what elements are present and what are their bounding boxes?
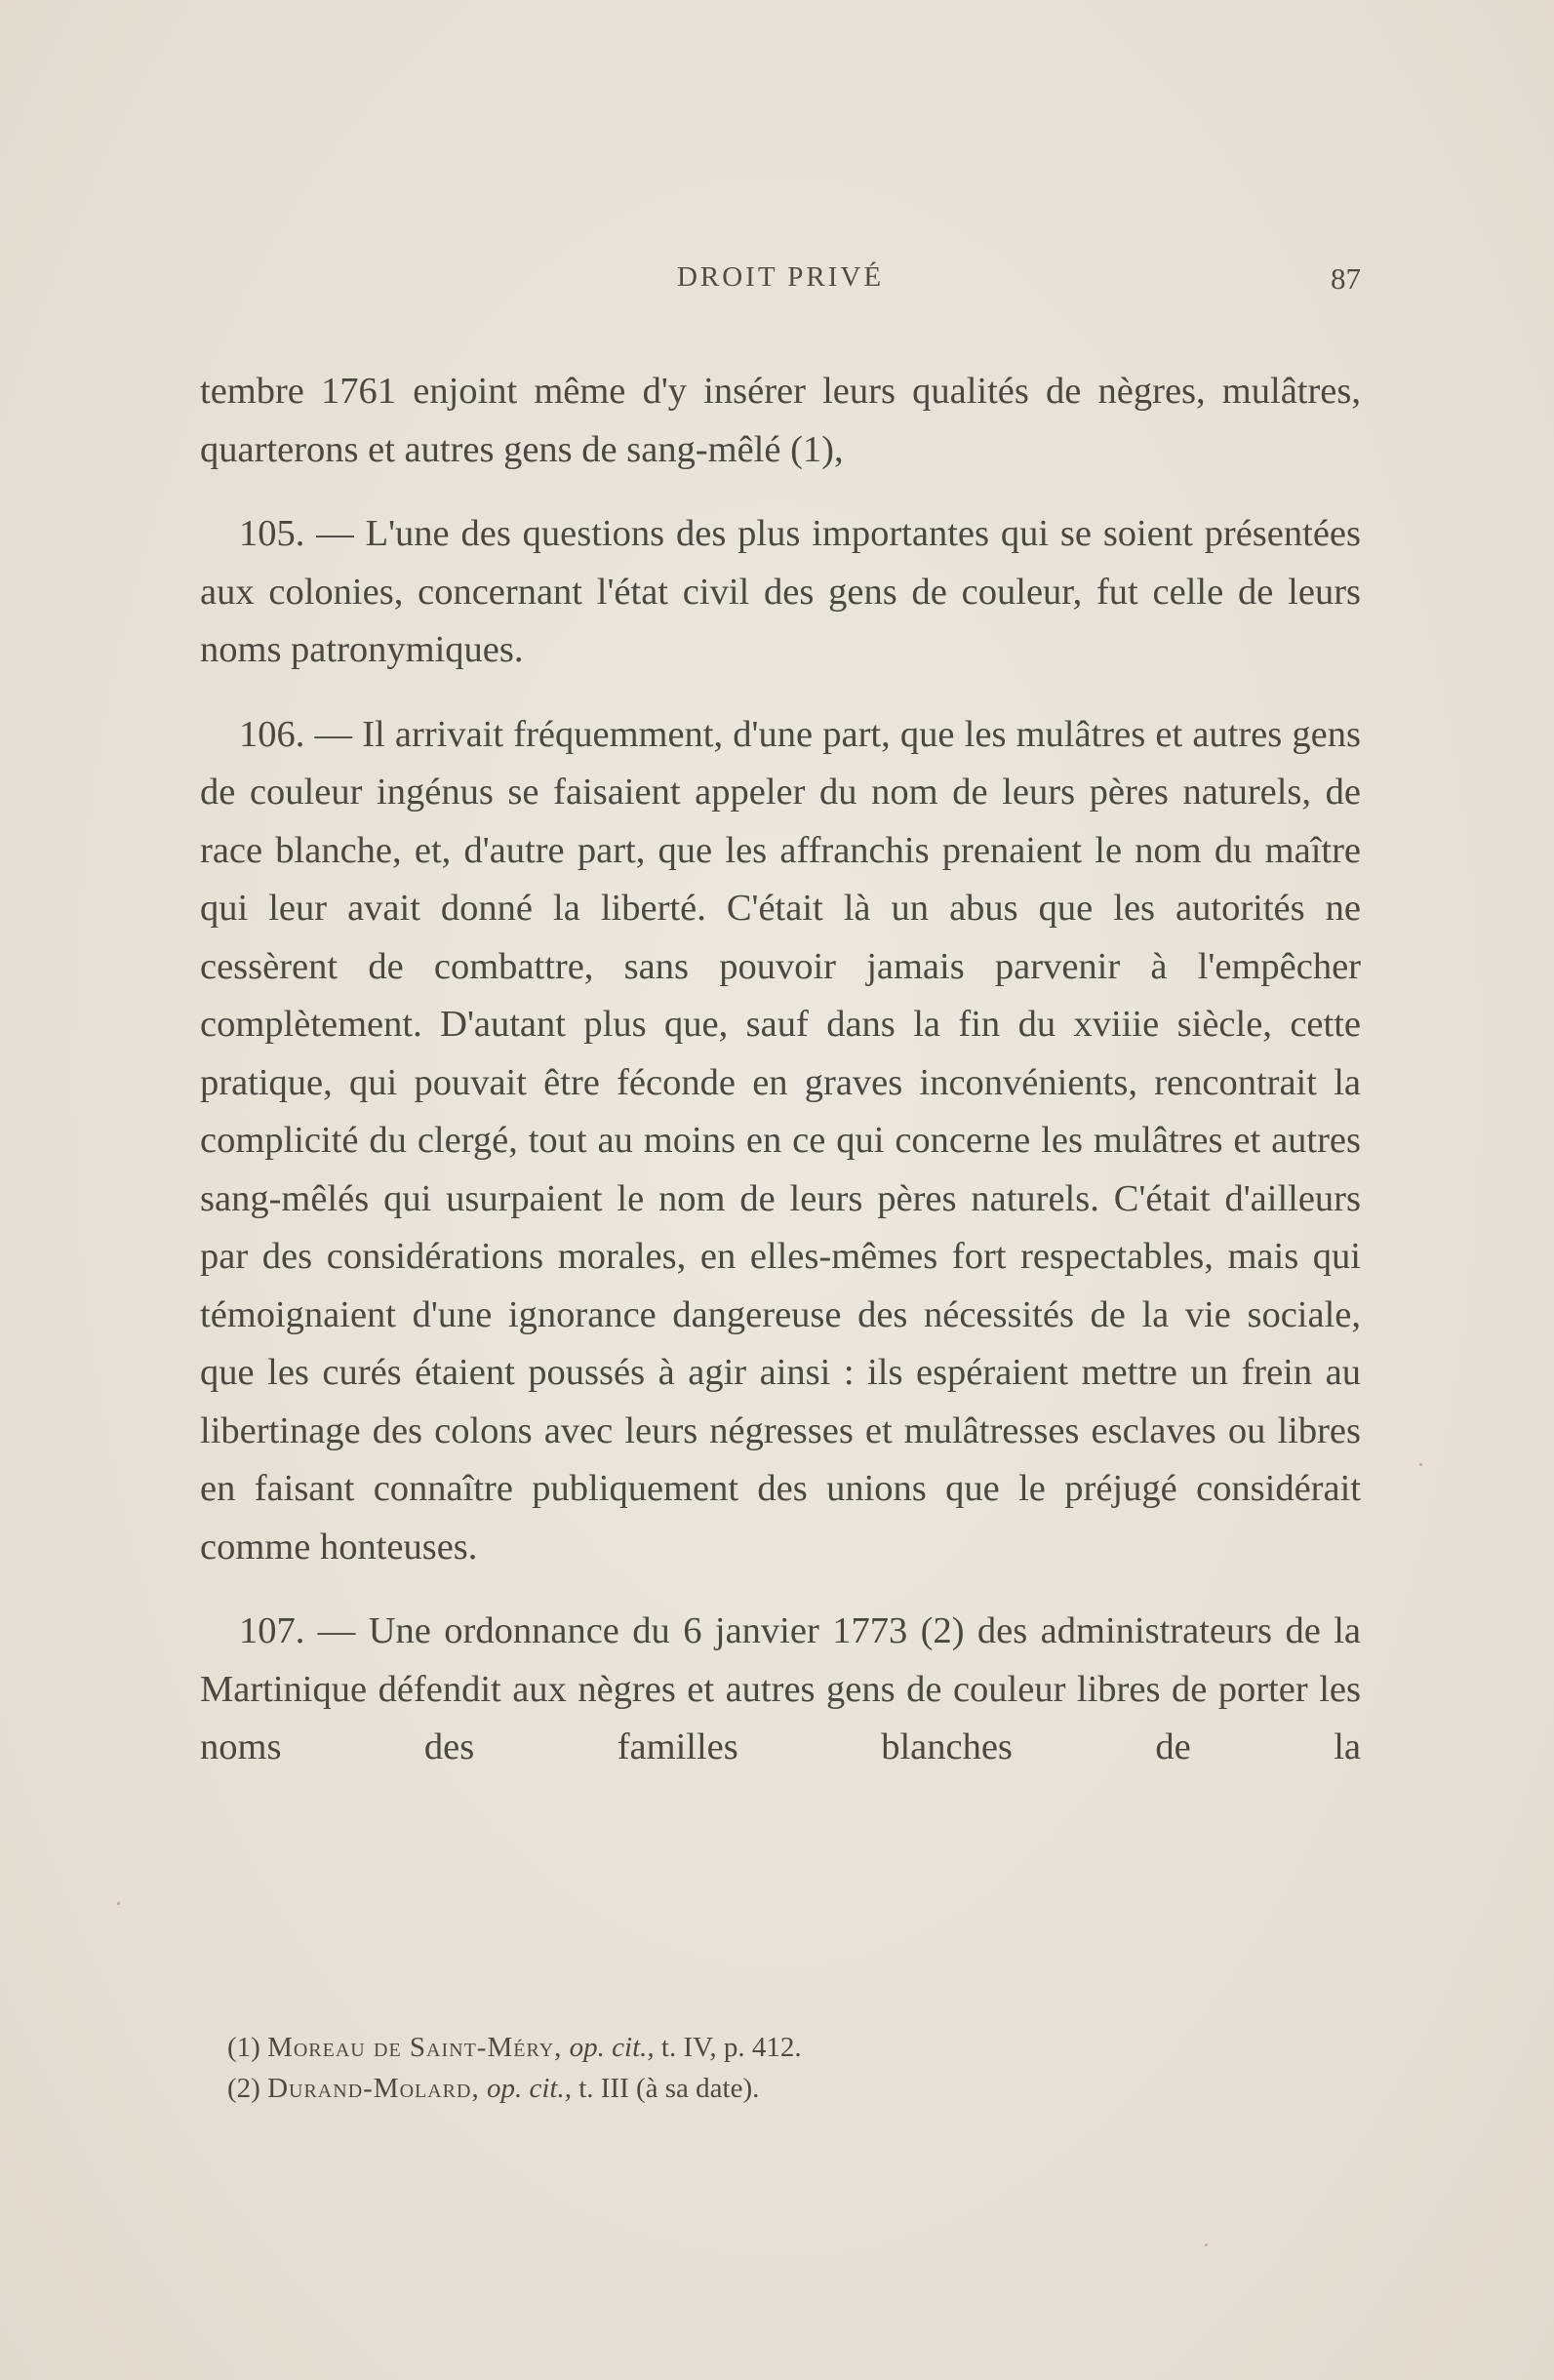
footnote-author: Durand-Molard,: [267, 2073, 480, 2104]
paragraph-106: 106. — Il arrivait fréquemment, d'une part, que les mulâtres et autres gens de couleur ingénus se faisaient appeler du nom de leurs pères naturels, de race blanche, et, d'autre part, que les affranchis prenaient le nom du maître qui leur avait donné la liberté. C'était là un abus que les autorités ne cessèrent de combattre, sans pouvoir jamais parvenir à l'empêcher complètement. D'autant plus que, sauf dans la fin du xviiie siècle, cette pratique, qui pouvait être féconde en graves inconvénients, rencontrait la complicité du clergé, tout au moins en ce qui concerne les mulâtres et autres sang-mêlés qui usurpaient le nom de leurs pères naturels. C'était d'ailleurs par des considérations morales, en elles-mêmes fort respectables, mais qui témoignaient d'une ignorance dangereuse des nécessités de la vie sociale, que les curés étaient poussés à agir ainsi : ils espéraient mettre un frein au libertinage des colons avec leurs négresses et mulâtresses esclaves ou libres en faisant connaître publiquement des unions que le préjugé considérait comme honteuses.: [200, 713, 1361, 1567]
footnotes: [227, 2027, 1105, 2109]
footnote-rest: t. IV, p. 412.: [660, 2032, 802, 2063]
running-head: [200, 261, 1361, 300]
paragraph-105: 105. — L'une des questions des plus importantes qui se soient présentées aux colonies, concernant l'état civil des gens de couleur, fut celle de leurs noms patronymiques.: [200, 513, 1361, 670]
running-title: DROIT PRIVÉ: [676, 261, 885, 293]
footnote-marker: (1): [227, 2032, 260, 2063]
paragraph-continued: tembre 1761 enjoint même d'y insérer leurs qualités de nègres, mulâtres, quarterons et autres gens de sang-mêlé (1),: [200, 371, 1361, 470]
footnote-author: Moreau de Saint-Méry,: [267, 2032, 563, 2063]
page-number: 87: [1331, 261, 1361, 296]
footnote-marker: (2): [227, 2073, 260, 2104]
body-text: [200, 363, 1361, 1777]
footnote-1: [227, 2027, 1105, 2068]
footnote-2: [227, 2068, 1105, 2109]
footnote-ref: op. cit.,: [486, 2073, 572, 2104]
paragraph-107: 107. — Une ordonnance du 6 janvier 1773 (2) des administrateurs de la Martinique défendit aux nègres et autres gens de couleur libres de porter les noms des familles blanches de la: [200, 1610, 1361, 1767]
paper-speck: [117, 1902, 120, 1905]
paper-speck: [1419, 1463, 1422, 1466]
footnote-rest: t. III (à sa date).: [578, 2073, 760, 2104]
paper-speck: [1205, 2243, 1208, 2246]
footnote-ref: op. cit.,: [569, 2032, 655, 2063]
